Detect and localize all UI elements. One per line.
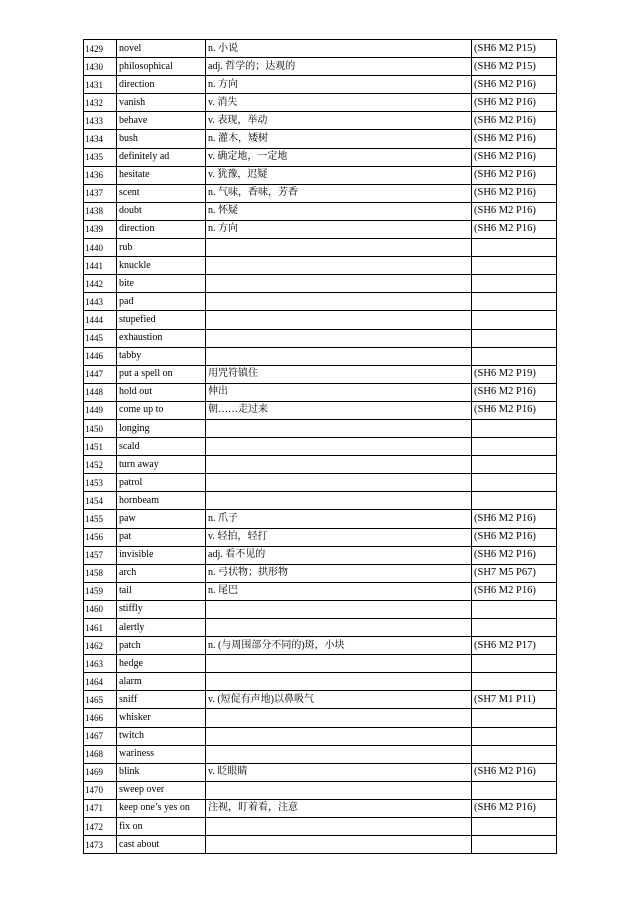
entry-source [472, 655, 557, 673]
entry-word: sniff [117, 691, 206, 709]
entry-word: arch [117, 564, 206, 582]
entry-number: 1448 [84, 383, 117, 401]
entry-number: 1464 [84, 673, 117, 691]
entry-source [472, 456, 557, 474]
entry-number: 1471 [84, 799, 117, 817]
entry-definition: n. (与周围部分不同的)斑，小块 [206, 637, 472, 655]
table-row [84, 836, 557, 854]
entry-definition: n. 怀疑 [206, 202, 472, 220]
entry-number: 1431 [84, 76, 117, 94]
table-row [84, 474, 557, 492]
entry-source [472, 818, 557, 836]
entry-word: hornbeam [117, 492, 206, 510]
entry-word: scald [117, 438, 206, 456]
entry-definition: adj. 哲学的；达观的 [206, 58, 472, 76]
entry-number: 1450 [84, 419, 117, 437]
entry-word: paw [117, 510, 206, 528]
entry-definition [206, 745, 472, 763]
entry-word: hold out [117, 383, 206, 401]
entry-word: tabby [117, 347, 206, 365]
entry-number: 1465 [84, 691, 117, 709]
entry-number: 1470 [84, 781, 117, 799]
table-row [84, 166, 557, 184]
entry-number: 1468 [84, 745, 117, 763]
table-row [84, 763, 557, 781]
table-row [84, 58, 557, 76]
table-row [84, 94, 557, 112]
entry-source [472, 239, 557, 257]
table-row [84, 781, 557, 799]
table-row [84, 673, 557, 691]
entry-word: stiffly [117, 600, 206, 618]
entry-definition: n. 弓状物；拱形物 [206, 564, 472, 582]
entry-definition: n. 灌木，矮树 [206, 130, 472, 148]
entry-number: 1466 [84, 709, 117, 727]
entry-source [472, 727, 557, 745]
table-row [84, 76, 557, 94]
entry-number: 1444 [84, 311, 117, 329]
entry-definition: v. 确定地，一定地 [206, 148, 472, 166]
entry-word: hesitate [117, 166, 206, 184]
entry-definition [206, 727, 472, 745]
entry-source: (SH6 M2 P16) [472, 130, 557, 148]
entry-source [472, 709, 557, 727]
entry-word: tail [117, 582, 206, 600]
table-row [84, 727, 557, 745]
entry-source: (SH6 M2 P16) [472, 383, 557, 401]
entry-source: (SH6 M2 P16) [472, 528, 557, 546]
entry-word: twitch [117, 727, 206, 745]
entry-number: 1452 [84, 456, 117, 474]
entry-definition [206, 438, 472, 456]
entry-source [472, 293, 557, 311]
entry-word: longing [117, 419, 206, 437]
entry-number: 1433 [84, 112, 117, 130]
entry-number: 1454 [84, 492, 117, 510]
entry-source: (SH6 M2 P16) [472, 94, 557, 112]
entry-source [472, 419, 557, 437]
entry-definition: v. 犹豫，迟疑 [206, 166, 472, 184]
entry-definition: n. 方向 [206, 76, 472, 94]
entry-word: wariness [117, 745, 206, 763]
table-row [84, 347, 557, 365]
entry-source [472, 781, 557, 799]
table-row [84, 130, 557, 148]
entry-definition [206, 836, 472, 854]
entry-source: (SH6 M2 P15) [472, 58, 557, 76]
vocabulary-table [83, 39, 557, 854]
table-row [84, 40, 557, 58]
entry-source [472, 619, 557, 637]
table-row [84, 311, 557, 329]
entry-word: exhaustion [117, 329, 206, 347]
entry-number: 1463 [84, 655, 117, 673]
entry-definition [206, 655, 472, 673]
entry-number: 1432 [84, 94, 117, 112]
entry-source [472, 600, 557, 618]
table-row [84, 365, 557, 383]
entry-word: put a spell on [117, 365, 206, 383]
entry-word: scent [117, 184, 206, 202]
entry-number: 1473 [84, 836, 117, 854]
entry-source [472, 673, 557, 691]
entry-number: 1460 [84, 600, 117, 618]
entry-number: 1469 [84, 763, 117, 781]
entry-definition: 注视，盯着看，注意 [206, 799, 472, 817]
entry-source: (SH7 M1 P11) [472, 691, 557, 709]
table-row [84, 528, 557, 546]
entry-word: patrol [117, 474, 206, 492]
entry-number: 1455 [84, 510, 117, 528]
entry-source: (SH6 M2 P17) [472, 637, 557, 655]
entry-number: 1442 [84, 275, 117, 293]
table-row [84, 438, 557, 456]
entry-number: 1462 [84, 637, 117, 655]
entry-number: 1430 [84, 58, 117, 76]
table-row [84, 112, 557, 130]
entry-source: (SH6 M2 P16) [472, 220, 557, 238]
entry-word: turn away [117, 456, 206, 474]
entry-word: philosophical [117, 58, 206, 76]
entry-definition [206, 456, 472, 474]
table-row [84, 239, 557, 257]
entry-source [472, 329, 557, 347]
entry-definition: v. 轻拍，轻打 [206, 528, 472, 546]
entry-number: 1461 [84, 619, 117, 637]
table-row [84, 184, 557, 202]
entry-number: 1457 [84, 546, 117, 564]
table-row [84, 564, 557, 582]
entry-number: 1449 [84, 401, 117, 419]
entry-source: (SH6 M2 P16) [472, 184, 557, 202]
entry-word: bite [117, 275, 206, 293]
entry-number: 1458 [84, 564, 117, 582]
entry-source [472, 836, 557, 854]
table-row [84, 293, 557, 311]
entry-word: blink [117, 763, 206, 781]
table-row [84, 745, 557, 763]
entry-definition [206, 257, 472, 275]
entry-number: 1440 [84, 239, 117, 257]
entry-source: (SH6 M2 P19) [472, 365, 557, 383]
entry-word: invisible [117, 546, 206, 564]
entry-source: (SH6 M2 P16) [472, 148, 557, 166]
table-row [84, 275, 557, 293]
table-row [84, 600, 557, 618]
entry-source [472, 347, 557, 365]
entry-definition: 朝……走过来 [206, 401, 472, 419]
entry-word: cast about [117, 836, 206, 854]
entry-source [472, 745, 557, 763]
entry-source [472, 257, 557, 275]
entry-source: (SH6 M2 P15) [472, 40, 557, 58]
entry-source: (SH6 M2 P16) [472, 76, 557, 94]
table-row [84, 818, 557, 836]
entry-word: keep one’s yes on [117, 799, 206, 817]
entry-word: bush [117, 130, 206, 148]
entry-source: (SH6 M2 P16) [472, 202, 557, 220]
entry-definition: v. 消失 [206, 94, 472, 112]
entry-number: 1429 [84, 40, 117, 58]
entry-source: (SH6 M2 P16) [472, 401, 557, 419]
entry-word: whisker [117, 709, 206, 727]
entry-number: 1472 [84, 818, 117, 836]
entry-word: knuckle [117, 257, 206, 275]
entry-definition: n. 方向 [206, 220, 472, 238]
entry-word: fix on [117, 818, 206, 836]
entry-source [472, 474, 557, 492]
entry-number: 1467 [84, 727, 117, 745]
entry-definition [206, 818, 472, 836]
table-row [84, 383, 557, 401]
entry-source: (SH6 M2 P16) [472, 799, 557, 817]
entry-source [472, 311, 557, 329]
entry-number: 1446 [84, 347, 117, 365]
entry-definition: 伸出 [206, 383, 472, 401]
table-row [84, 582, 557, 600]
entry-word: novel [117, 40, 206, 58]
entry-word: hedge [117, 655, 206, 673]
entry-source: (SH6 M2 P16) [472, 582, 557, 600]
entry-definition [206, 474, 472, 492]
entry-number: 1435 [84, 148, 117, 166]
entry-definition [206, 419, 472, 437]
entry-definition [206, 781, 472, 799]
entry-word: stupefied [117, 311, 206, 329]
table-row [84, 329, 557, 347]
table-row [84, 510, 557, 528]
entry-number: 1445 [84, 329, 117, 347]
table-row [84, 691, 557, 709]
entry-word: direction [117, 76, 206, 94]
entry-definition [206, 311, 472, 329]
table-row [84, 655, 557, 673]
entry-definition: n. 爪子 [206, 510, 472, 528]
table-row [84, 220, 557, 238]
entry-definition: n. 小说 [206, 40, 472, 58]
table-row [84, 401, 557, 419]
entry-source: (SH6 M2 P16) [472, 546, 557, 564]
entry-definition [206, 347, 472, 365]
entry-word: pad [117, 293, 206, 311]
entry-word: patch [117, 637, 206, 655]
entry-word: alertly [117, 619, 206, 637]
entry-definition [206, 709, 472, 727]
entry-word: doubt [117, 202, 206, 220]
entry-definition [206, 275, 472, 293]
entry-number: 1439 [84, 220, 117, 238]
entry-definition: adj. 看不见的 [206, 546, 472, 564]
entry-number: 1443 [84, 293, 117, 311]
entry-number: 1451 [84, 438, 117, 456]
entry-number: 1434 [84, 130, 117, 148]
entry-source: (SH6 M2 P16) [472, 510, 557, 528]
entry-word: sweep over [117, 781, 206, 799]
entry-definition [206, 600, 472, 618]
entry-definition [206, 619, 472, 637]
entry-word: pat [117, 528, 206, 546]
entry-definition: n. 气味，香味，芳香 [206, 184, 472, 202]
entry-word: come up to [117, 401, 206, 419]
entry-source [472, 438, 557, 456]
entry-word: direction [117, 220, 206, 238]
table-row [84, 637, 557, 655]
entry-definition: v. 表现，举动 [206, 112, 472, 130]
table-row [84, 257, 557, 275]
entry-definition: v. 眨眼睛 [206, 763, 472, 781]
table-row [84, 799, 557, 817]
entry-definition: n. 尾巴 [206, 582, 472, 600]
entry-definition [206, 293, 472, 311]
entry-definition: v. (短促有声地)以鼻吸气 [206, 691, 472, 709]
entry-definition [206, 673, 472, 691]
entry-source: (SH6 M2 P16) [472, 112, 557, 130]
table-row [84, 202, 557, 220]
entry-word: rub [117, 239, 206, 257]
entry-number: 1437 [84, 184, 117, 202]
table-row [84, 456, 557, 474]
entry-word: vanish [117, 94, 206, 112]
entry-definition [206, 329, 472, 347]
entry-source [472, 275, 557, 293]
entry-number: 1459 [84, 582, 117, 600]
entry-source: (SH6 M2 P16) [472, 166, 557, 184]
entry-source: (SH6 M2 P16) [472, 763, 557, 781]
table-row [84, 709, 557, 727]
entry-definition [206, 492, 472, 510]
entry-number: 1453 [84, 474, 117, 492]
entry-number: 1436 [84, 166, 117, 184]
table-row [84, 546, 557, 564]
entry-number: 1441 [84, 257, 117, 275]
entry-word: alarm [117, 673, 206, 691]
entry-number: 1438 [84, 202, 117, 220]
entry-source [472, 492, 557, 510]
entry-definition [206, 239, 472, 257]
entry-number: 1456 [84, 528, 117, 546]
entry-word: definitely ad [117, 148, 206, 166]
entry-definition: 用咒符镇住 [206, 365, 472, 383]
entry-word: behave [117, 112, 206, 130]
table-row [84, 492, 557, 510]
vocabulary-table-body [84, 40, 557, 854]
table-row [84, 148, 557, 166]
entry-source: (SH7 M5 P67) [472, 564, 557, 582]
entry-number: 1447 [84, 365, 117, 383]
table-row [84, 619, 557, 637]
table-row [84, 419, 557, 437]
